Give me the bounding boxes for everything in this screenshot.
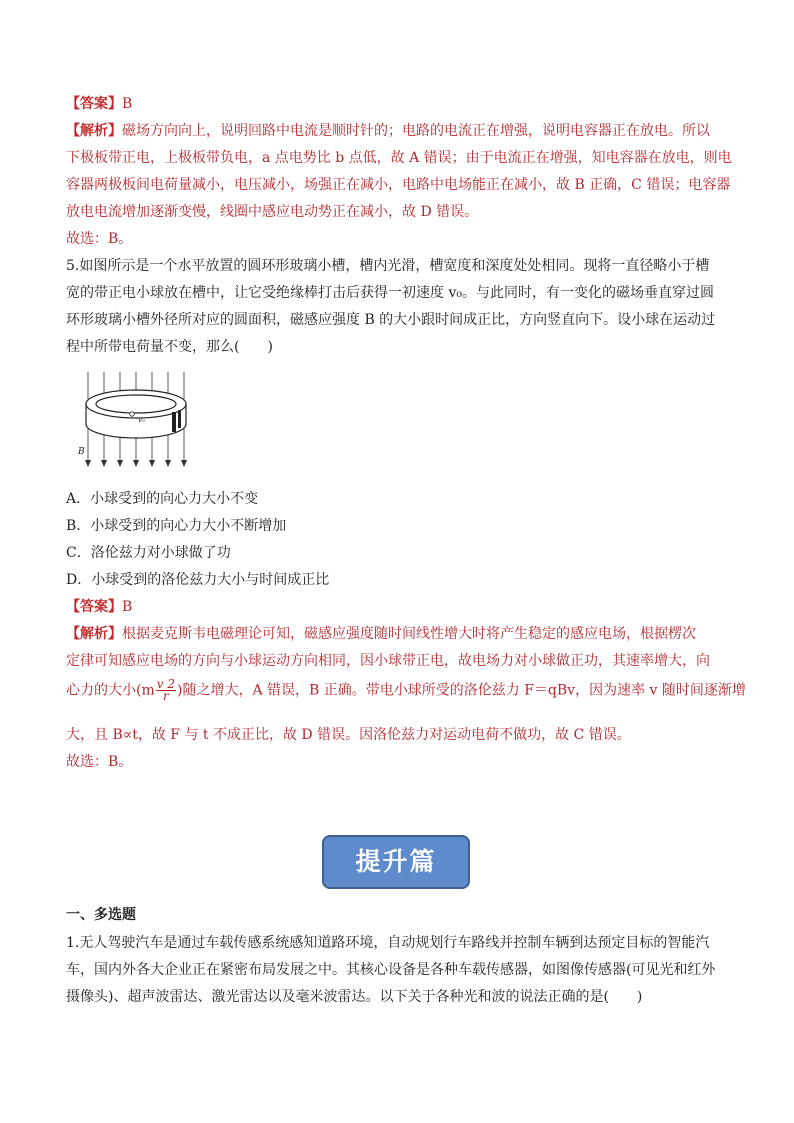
q4-analysis-line-1: [66, 122, 710, 140]
section-banner: [322, 835, 470, 889]
q4-analysis-line-4: 放电电流增加逐渐变慢，线圈中感应电动势正在减小，故 D 错误。: [66, 204, 479, 220]
answer-tag: 【答案】: [66, 96, 122, 112]
b-label: B: [78, 447, 85, 457]
section-heading: 一、多选题: [66, 907, 136, 923]
q5-option-c: C．洛伦兹力对小球做了功: [66, 545, 231, 561]
fraction-numerator: v 2: [156, 677, 175, 691]
q5-stem-line-2: 宽的带正电小球放在槽中，让它受绝缘棒打击后获得一初速度 v₀。与此同时，有一变化的磁场垂直穿过圆: [66, 285, 714, 301]
analysis-tag: 【解析】: [66, 123, 122, 139]
q5-stem-line-1: 5.如图所示是一个水平放置的圆环形玻璃小槽，槽内光滑，槽宽度和深度处处相同。现将一直径略小于槽: [66, 258, 710, 274]
q5-answer: [66, 598, 132, 616]
answer-value: B: [122, 599, 133, 615]
answer-tag: 【答案】: [66, 599, 122, 615]
q4-answer: [66, 95, 132, 113]
q5-analysis-line-1: [66, 625, 696, 643]
answer-value: B: [122, 96, 133, 112]
q5-option-a: A．小球受到的向心力大小不变: [66, 491, 259, 507]
next-q1-line-3: 摄像头)、超声波雷达、激光雷达以及毫米波雷达。以下关于各种光和波的说法正确的是( ): [66, 989, 643, 1005]
fraction-denominator: r: [162, 689, 169, 703]
q4-analysis-line-2: 下极板带正电，上极板带负电，a 点电势比 b 点低，故 A 错误；由于电流正在增强，知电容器在放电，则电: [66, 150, 732, 166]
q4-analysis-line-3: 容器两极板间电荷量减小，电压减小，场强正在减小，电路中电场能正在减小，故 B 正确，C 错误；电容器: [66, 177, 731, 193]
q5-analysis-line-2: 定律可知感应电场的方向与小球运动方向相同，因小球带正电，故电场力对小球做正功，其速率增大，向: [66, 653, 710, 669]
q5-analysis-line-3: [66, 679, 746, 702]
analysis-text: )随之增大，A 错误，B 正确。带电小球所受的洛伦兹力 F＝qBv，因为速率 v 随时间逐渐增: [176, 682, 746, 699]
q5-analysis-line-4: 大，且 B∝t，故 F 与 t 不成正比，故 D 错误。因洛伦兹力对运动电荷不做功，故 C 错误。: [66, 727, 631, 743]
ring-groove-figure: [72, 370, 192, 470]
q5-stem-line-4: 程中所带电荷量不变，那么( ): [66, 339, 273, 355]
q5-choice: 故选：B。: [66, 754, 133, 770]
analysis-text: 根据麦克斯韦电磁理论可知，磁感应强度随时间线性增大时将产生稳定的感应电场，根据楞次: [122, 626, 696, 642]
next-q1-line-2: 车，国内外各大企业正在紧密布局发展之中。其核心设备是各种车载传感器，如图像传感器(可见光和红外: [66, 962, 716, 978]
banner-title: 提升篇: [355, 847, 437, 876]
next-q1-line-1: 1.无人驾驶汽车是通过车载传感系统感知道路环境，自动规划行车路线并控制车辆到达预定目标的智能汽: [66, 935, 710, 951]
q4-choice: 故选：B。: [66, 231, 133, 247]
v0-label: v₀: [138, 416, 145, 424]
q5-option-d: D．小球受到的洛伦兹力大小与时间成正比: [66, 572, 330, 588]
analysis-tag: 【解析】: [66, 626, 122, 642]
q5-option-b: B．小球受到的向心力大小不断增加: [66, 518, 287, 534]
q5-stem-line-3: 环形玻璃小槽外径所对应的圆面积，磁感应强度 B 的大小跟时间成正比，方向竖直向下。设小球在运动过: [66, 312, 716, 328]
analysis-text: 磁场方向向上，说明回路中电流是顺时针的；电路的电流正在增强，说明电容器正在放电。所以: [122, 123, 710, 139]
analysis-text: 心力的大小(m: [66, 682, 155, 699]
fraction-v2-over-r: [156, 679, 176, 702]
